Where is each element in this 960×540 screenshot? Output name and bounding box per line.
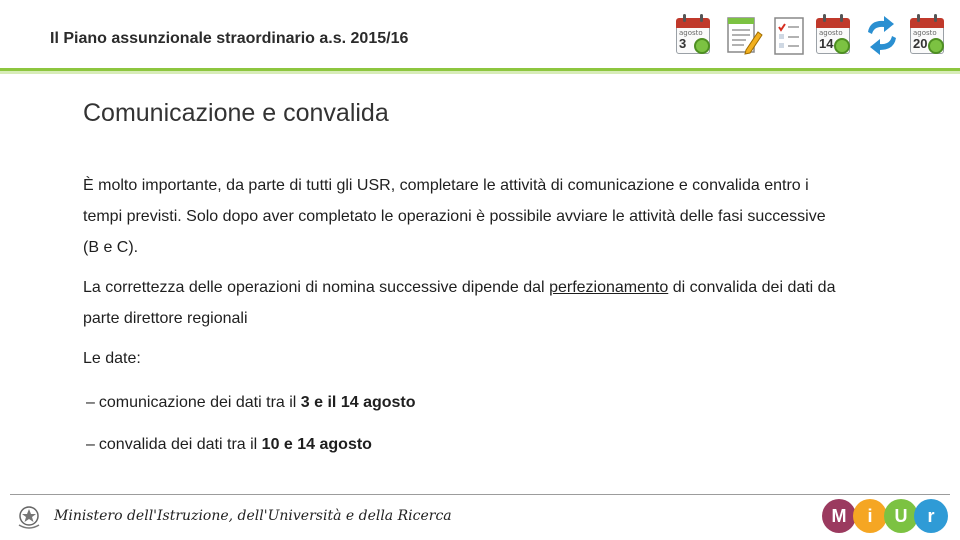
underlined-term: perfezionamento xyxy=(549,279,669,296)
miur-logo-letter: M xyxy=(822,499,856,533)
bullet-text: convalida dei dati tra il xyxy=(98,436,262,453)
paragraph-text: di convalida dei dati da parte direttore regionali xyxy=(83,279,836,327)
checklist-icon[interactable] xyxy=(770,14,810,58)
calendar-month: agosto xyxy=(819,29,843,37)
italian-republic-emblem-icon xyxy=(16,503,42,531)
refresh-arrows-icon[interactable] xyxy=(862,14,902,58)
bullet-validation xyxy=(86,436,372,454)
paragraph-text: La correttezza delle operazioni di nomina successive dipende dal xyxy=(83,279,550,296)
miur-logo-letter: i xyxy=(853,499,887,533)
bullet-dash: – xyxy=(86,436,95,453)
calendar-month: agosto xyxy=(679,29,703,37)
footer-divider xyxy=(10,494,950,495)
bullet-date: 10 e 14 agosto xyxy=(261,436,372,453)
bullet-communication xyxy=(86,394,416,412)
calendar-day: 3 xyxy=(679,36,687,51)
miur-logo-letter: r xyxy=(914,499,948,533)
calendar-day: 14 xyxy=(819,36,834,51)
edit-document-icon[interactable] xyxy=(724,14,764,58)
dates-label: Le date: xyxy=(83,350,141,367)
calendar-icon[interactable] xyxy=(674,14,714,58)
miur-logo-letter: U xyxy=(884,499,918,533)
header-divider xyxy=(0,68,960,74)
paragraph-correctness xyxy=(83,272,843,334)
calendar-icon[interactable] xyxy=(814,14,854,58)
calendar-icon[interactable] xyxy=(908,14,948,58)
slide-title: Comunicazione e convalida xyxy=(83,99,389,127)
bullet-text: comunicazione dei dati tra il xyxy=(98,394,301,411)
header-icon-bar xyxy=(672,14,952,60)
header-title: Il Piano assunzionale straordinario a.s. 2015/16 xyxy=(50,30,409,47)
bullet-dash: – xyxy=(86,394,95,411)
bullet-date: 3 e il 14 agosto xyxy=(300,394,416,411)
miur-logo xyxy=(822,498,948,534)
ministry-name: Ministero dell'Istruzione, dell'Università e della Ricerca xyxy=(54,508,452,524)
calendar-month: agosto xyxy=(913,29,937,37)
paragraph-importance: È molto importante, da parte di tutti gli USR, completare le attività di comunicazione e convalida entro i tempi previsti. Solo dopo aver completato le operazioni è possibile avviare le attività delle fasi successive (B e C). xyxy=(83,177,826,256)
calendar-day: 20 xyxy=(913,36,928,51)
